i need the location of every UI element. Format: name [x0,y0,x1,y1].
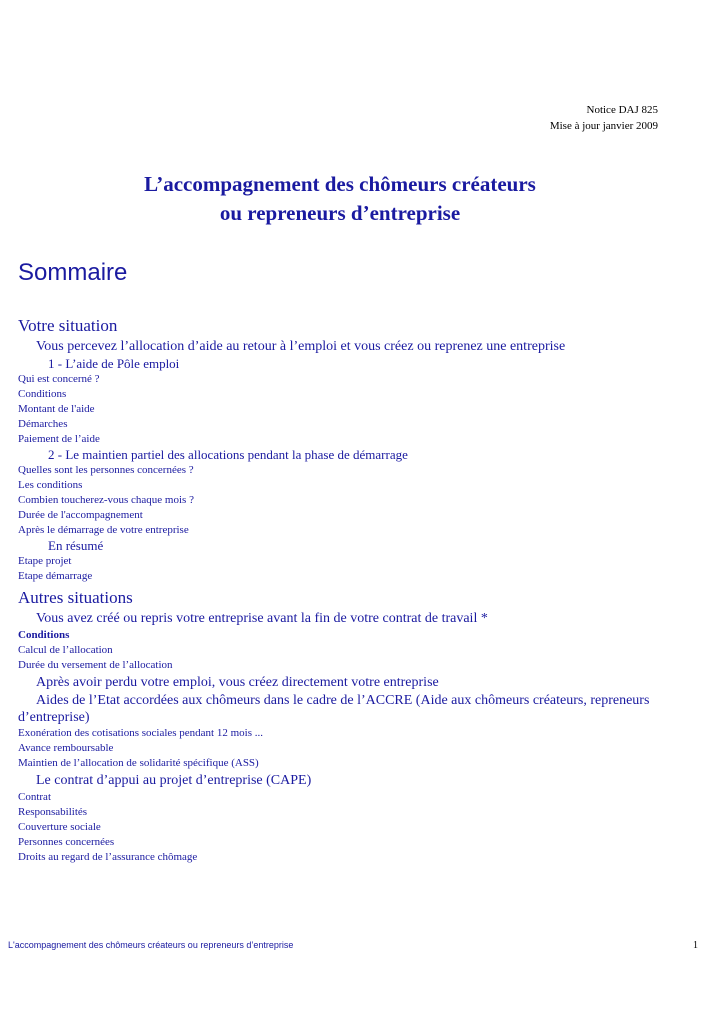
toc-link-vous-percevez[interactable]: Vous percevez l’allocation d’aide au retour à l’emploi et vous créez ou reprenez une entreprise [36,339,566,354]
footer-title: L'accompagnement des chômeurs créateurs ou repreneurs d’entreprise [8,940,294,950]
toc-link-item[interactable]: Durée du versement de l’allocation [18,659,173,671]
table-of-contents [18,315,668,865]
toc-link-item[interactable]: Les conditions [18,479,83,491]
sommaire-heading: Sommaire [18,259,128,286]
toc-link-item[interactable]: Etape démarrage [18,570,93,582]
update-date: Mise à jour janvier 2009 [549,120,658,132]
toc-link-item[interactable]: Contrat [18,791,51,803]
toc-link-item[interactable]: Démarches [18,418,68,430]
notice-number: Notice DAJ 825 [586,104,658,116]
toc-link-maintien-partiel[interactable]: 2 - Le maintien partiel des allocations pendant la phase de démarrage [48,447,408,462]
toc-link-item[interactable]: Qui est concerné ? [18,373,100,385]
page-number: 1 [693,940,698,951]
toc-link-item[interactable]: Maintien de l’allocation de solidarité spécifique (ASS) [18,757,259,769]
page-footer [8,940,698,950]
toc-link-item[interactable]: Couverture sociale [18,821,101,833]
toc-link-autres-situations[interactable]: Autres situations [18,588,133,607]
toc-link-item[interactable]: Après le démarrage de votre entreprise [18,524,189,536]
toc-link-item[interactable]: Exonération des cotisations sociales pendant 12 mois ... [18,727,264,739]
toc-link-item[interactable]: Avance remboursable [18,742,114,754]
toc-link-en-resume[interactable]: En résumé [48,538,104,553]
toc-link-item[interactable]: Etape projet [18,555,72,567]
toc-link-aide-pole-emploi[interactable]: 1 - L’aide de Pôle emploi [48,356,180,371]
toc-link-item[interactable]: Responsabilités [18,806,88,818]
title-line-2: ou repreneurs d’entreprise [219,201,461,225]
title-line-1: L’accompagnement des chômeurs créateurs [144,172,536,196]
toc-link-cape[interactable]: Le contrat d’appui au projet d’entreprise (CAPE) [36,773,312,788]
toc-link-item[interactable]: Montant de l'aide [18,403,95,415]
toc-link-apres-perte-emploi[interactable]: Après avoir perdu votre emploi, vous créez directement votre entreprise [36,675,439,690]
toc-link-item[interactable]: Calcul de l’allocation [18,644,113,656]
toc-link-item[interactable]: Combien toucherez-vous chaque mois ? [18,494,194,506]
toc-link-item[interactable]: Personnes concernées [18,836,115,848]
document-header [550,102,658,134]
toc-link-votre-situation[interactable]: Votre situation [18,316,118,335]
toc-link-accre[interactable]: Aides de l’Etat accordées aux chômeurs dans le cadre de l’ACCRE (Aide aux chômeurs créateurs, repreneurs d’entreprise) [18,693,650,725]
toc-link-avant-fin-contrat[interactable]: Vous avez créé ou repris votre entreprise avant la fin de votre contrat de travail * [36,611,488,626]
toc-link-item[interactable]: Droits au regard de l’assurance chômage [18,851,198,863]
toc-link-item[interactable]: Conditions [18,629,70,641]
toc-link-item[interactable]: Quelles sont les personnes concernées ? [18,464,194,476]
toc-link-item[interactable]: Paiement de l’aide [18,433,100,445]
toc-link-item[interactable]: Durée de l'accompagnement [18,509,143,521]
document-title [0,170,680,228]
toc-link-item[interactable]: Conditions [18,388,67,400]
